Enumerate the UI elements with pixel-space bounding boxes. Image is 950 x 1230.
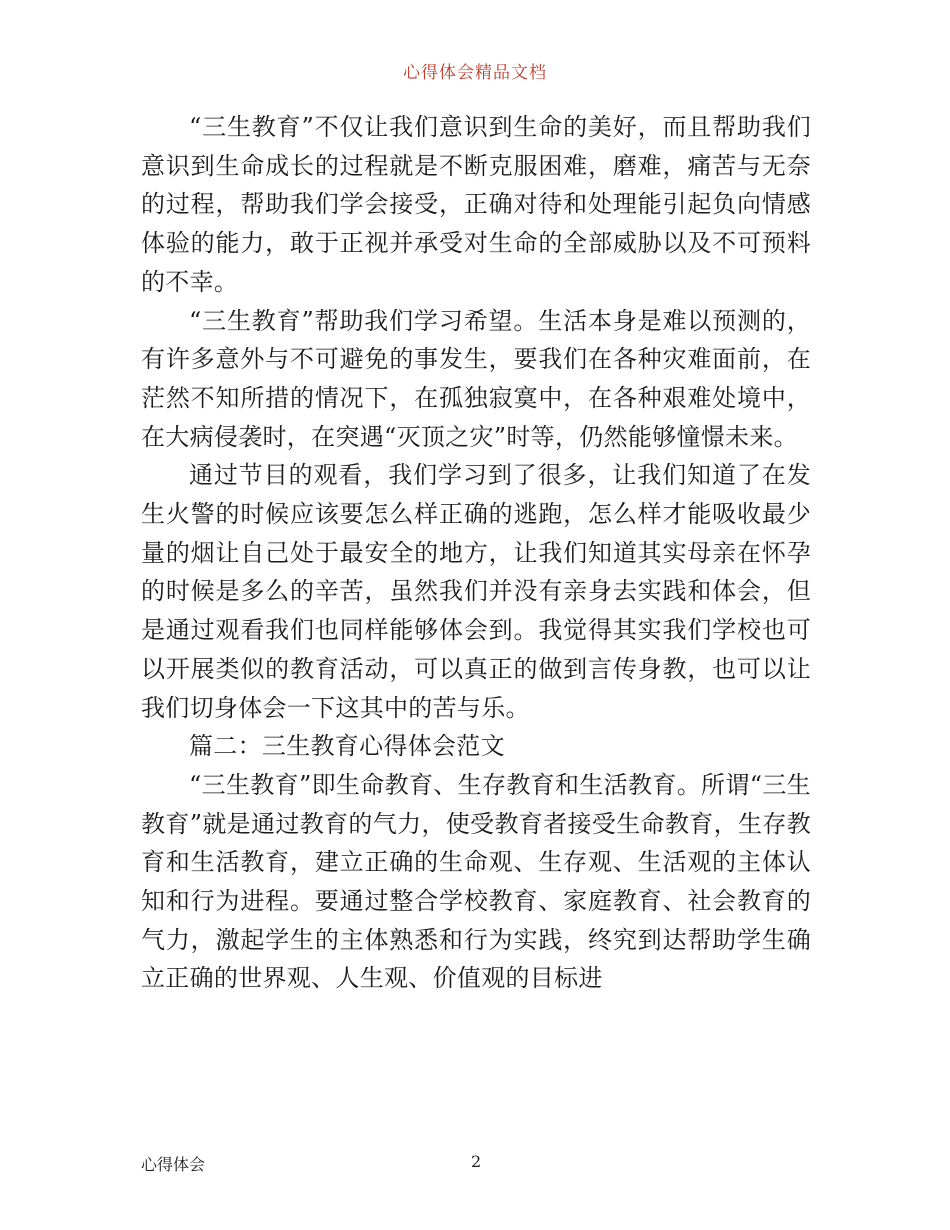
paragraph-4: “三生教育”即生命教育、生存教育和生活教育。所谓“三生教育”就是通过教育的气力，使受教育者接受生命教育，生存教育和生活教育，建立正确的生命观、生存观、生活观的主体认知和行为进程。要通过整合学校教育、家庭教育、社会教育的气力，激起学生的主体熟悉和行为实践，终究到达帮助学生确立正确的世界观、人生观、价值观的目标进	[141, 770, 811, 993]
page-footer	[141, 1152, 811, 1176]
paragraph-3: 通过节目的观看，我们学习到了很多，让我们知道了在发生火警的时候应该要怎么样正确的逃跑，怎么样才能吸收最少量的烟让自己处于最安全的地方，让我们知道其实母亲在怀孕的时候是多么的辛苦，虽然我们并没有亲身去实践和体会，但是通过观看我们也同样能够体会到。我觉得其实我们学校也可以开展类似的教育活动，可以真正的做到言传身教，也可以让我们切身体会一下这其中的苦与乐。	[141, 461, 811, 722]
footer-label: 心得体会	[141, 1155, 206, 1174]
document-body	[141, 108, 811, 998]
paragraph-2: “三生教育”帮助我们学习希望。生活本身是难以预测的，有许多意外与不可避免的事发生，要我们在各种灾难面前，在茫然不知所措的情况下，在孤独寂寞中，在各种艰难处境中，在大病侵袭时，在突遇“灭顶之灾”时等，仍然能够憧憬未来。	[141, 306, 811, 451]
page-header	[0, 58, 950, 83]
section-heading: 篇二：三生教育心得体会范文	[189, 732, 505, 761]
page-number: 2	[471, 1152, 482, 1171]
header-title: 心得体会精品文档	[403, 63, 547, 83]
paragraph-1: “三生教育”不仅让我们意识到生命的美好，而且帮助我们意识到生命成长的过程就是不断克服困难，磨难，痛苦与无奈的过程，帮助我们学会接受，正确对待和处理能引起负向情感体验的能力，敢于正视并承受对生命的全部威胁以及不可预料的不幸。	[141, 113, 811, 296]
